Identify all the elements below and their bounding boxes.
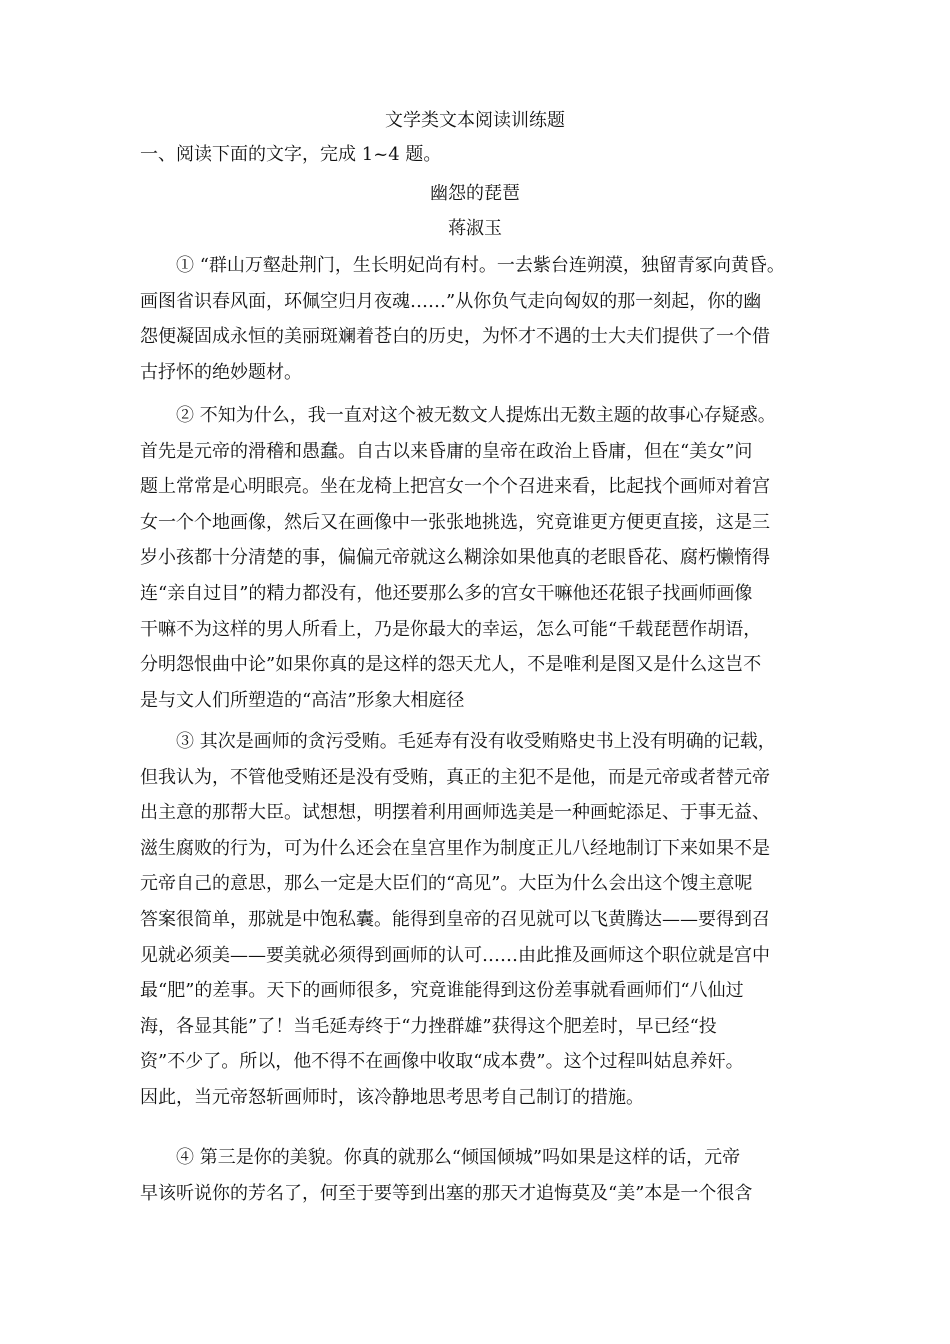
paragraph-line: 答案很简单，那就是中饱私囊。能得到皇帝的召见就可以飞黄腾达——要得到召 (140, 908, 770, 930)
paragraph-line: 画图省识春风面，环佩空归月夜魂……”从你负气走向匈奴的那一刻起，你的幽 (140, 290, 762, 312)
paragraph-3 (140, 724, 840, 1116)
paragraph-line: 出主意的那帮大臣。试想想，明摆着利用画师选美是一种画蛇添足、于事无益、 (140, 802, 770, 824)
paragraph-line: 岁小孩都十分清楚的事，偏偏元帝就这么糊涂如果他真的老眼昏花、腐朽懒惰得 (140, 547, 770, 569)
paragraph-line: 元帝自己的意思，那么一定是大臣们的“高见”。大臣为什么会出这个馊主意呢 (140, 873, 753, 895)
paragraph-line: 怨便凝固成永恒的美丽斑斓着苍白的历史，为怀才不遇的士大夫们提供了一个借 (140, 326, 770, 348)
paragraph-line: 分明怨恨曲中论”如果你真的是这样的怨天尤人，不是唯利是图又是什么这岂不 (140, 654, 762, 676)
paragraph-4 (140, 1140, 840, 1211)
paragraph-line: 早该听说你的芳名了，何至于要等到出塞的那天才追悔莫及“美”本是一个很含 (140, 1182, 753, 1204)
paragraph-line: 干嘛不为这样的男人所看上，乃是你最大的幸运，怎么可能“千载琵琶作胡语， (140, 618, 762, 640)
paragraph-line: ① “群山万壑赴荆门，生长明妃尚有村。一去紫台连朔漠，独留青冢向黄昏。 (176, 255, 785, 276)
paragraph-line: 最“肥”的差事。天下的画师很多，究竟谁能得到这份差事就看画师们“八仙过 (140, 980, 744, 1002)
story-title: 幽怨的琵琶 (430, 183, 520, 204)
paragraph-line: 但我认为，不管他受贿还是没有受贿，真正的主犯不是他，而是元帝或者替元帝 (140, 766, 770, 788)
paragraph-line: 女一个个地画像，然后又在画像中一张张地挑选，究竟谁更方便更直接，这是三 (140, 511, 770, 533)
paragraph-1 (140, 248, 840, 390)
paragraph-line: 连“亲自过目”的精力都没有，他还要那么多的宫女干嘛他还花银子找画师画像 (140, 582, 753, 604)
paragraph-line: 题上常常是心明眼亮。坐在龙椅上把宫女一个个召进来看，比起找个画师对着宫 (140, 476, 770, 498)
paragraph-line: 古抒怀的绝妙题材。 (140, 361, 302, 383)
paragraph-line: ② 不知为什么，我一直对这个被无数文人提炼出无数主题的故事心存疑惑。 (176, 405, 776, 426)
paragraph-2 (140, 398, 840, 718)
question-instruction: 一、阅读下面的文字，完成 1~4 题。 (140, 144, 442, 165)
paragraph-line: ③ 其次是画师的贪污受贿。毛延寿有没有收受贿赂史书上没有明确的记载， (176, 731, 776, 752)
paragraph-line: 因此，当元帝怒斩画师时，该冷静地思考思考自己制订的措施。 (140, 1086, 644, 1108)
document-title: 文学类文本阅读训练题 (385, 110, 565, 131)
paragraph-line: 首先是元帝的滑稽和愚蠢。自古以来昏庸的皇帝在政治上昏庸，但在“美女”问 (140, 440, 753, 462)
author-name: 蒋淑玉 (448, 218, 502, 239)
paragraph-line: 滋生腐败的行为，可为什么还会在皇宫里作为制度正儿八经地制订下来如果不是 (140, 837, 770, 859)
paragraph-line: 海，各显其能”了！当毛延寿终于“力挫群雄”获得这个肥差时，早已经“投 (140, 1015, 717, 1037)
paragraph-line: 见就必须美——要美就必须得到画师的认可……由此推及画师这个职位就是宫中 (140, 944, 770, 966)
paragraph-line: 是与文人们所塑造的“高洁”形象大相庭径 (140, 689, 465, 711)
paragraph-line: 资”不少了。所以，他不得不在画像中收取“成本费”。这个过程叫姑息养奸。 (140, 1051, 744, 1073)
paragraph-line: ④ 第三是你的美貌。你真的就那么“倾国倾城”吗如果是这样的话，元帝 (176, 1147, 741, 1168)
